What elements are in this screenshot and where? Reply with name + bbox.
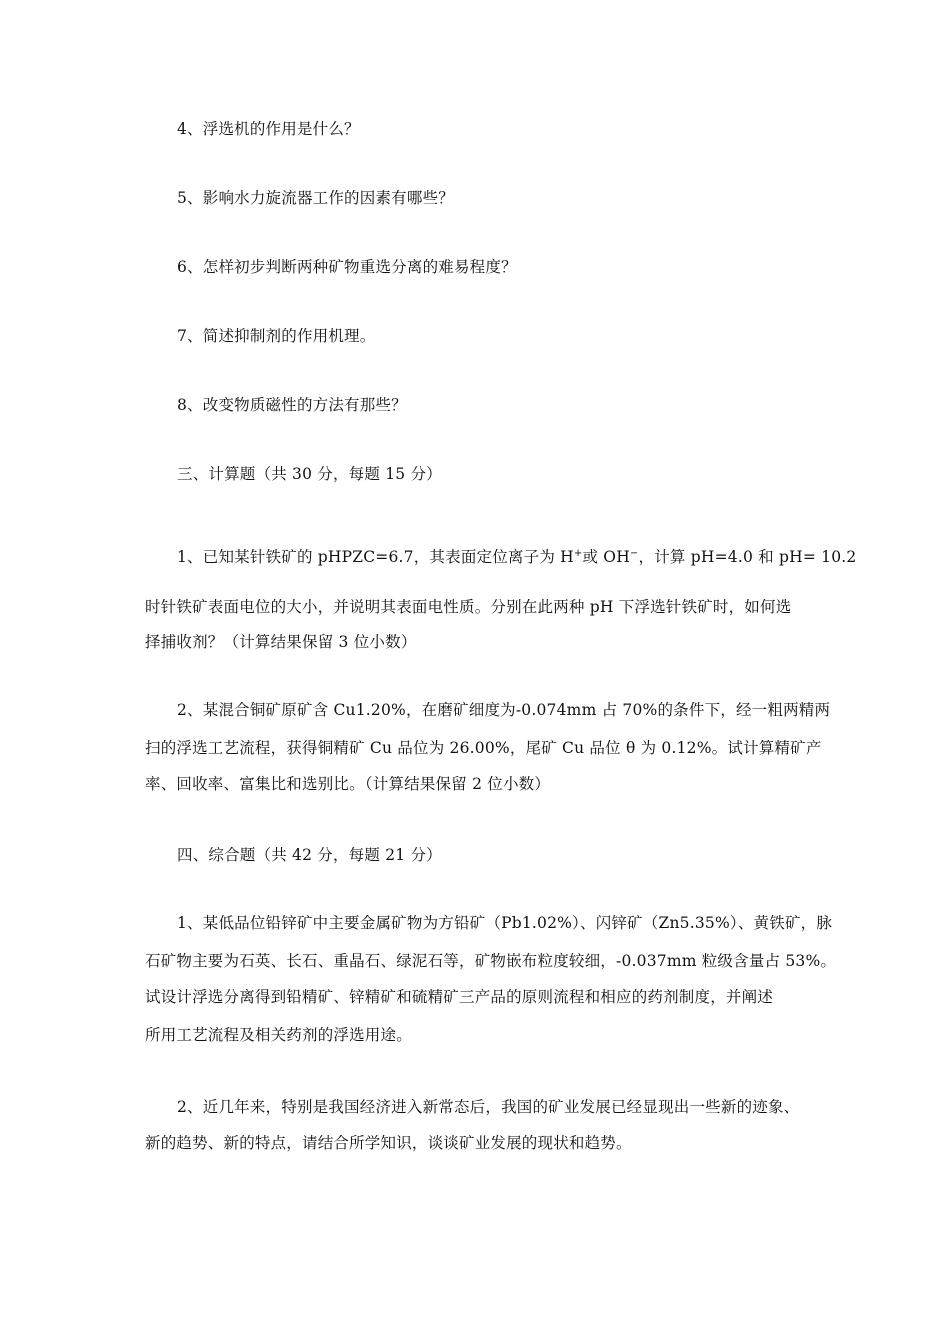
- calc-problem-1-line-1: [177, 547, 856, 567]
- calc-problem-2-line-1: 2、某混合铜矿原矿含 Cu1.20%，在磨矿细度为-0.074mm 占 70%的条件下，经一粗两精两: [177, 701, 831, 719]
- comp-problem-1-line-2: 石矿物主要为石英、长石、重晶石、绿泥石等，矿物嵌布粒度较细，-0.037mm 粒级含量占 53%。: [145, 952, 837, 970]
- section-heading-comprehensive: 四、综合题（共 42 分，每题 21 分）: [177, 846, 442, 864]
- calc-p1-text-a: 1、已知某针铁矿的 pHPZC=6.7，其表面定位离子为 H: [177, 548, 574, 566]
- calc-p1-sup-minus: −: [629, 547, 639, 559]
- comp-problem-2-line-2: 新的趋势、新的特点，请结合所学知识，谈谈矿业发展的现状和趋势。: [145, 1134, 632, 1152]
- calc-problem-2-line-2: 扫的浮选工艺流程，获得铜精矿 Cu 品位为 26.00%，尾矿 Cu 品位 θ 为 0.12%。试计算精矿产: [145, 739, 822, 757]
- comp-problem-1-line-3: 试设计浮选分离得到铅精矿、锌精矿和硫精矿三产品的原则流程和相应的药剂制度，并阐述: [145, 988, 774, 1006]
- calc-problem-2-line-3: 率、回收率、富集比和选别比。（计算结果保留 2 位小数）: [145, 775, 551, 793]
- question-4: 4、浮选机的作用是什么？: [177, 120, 360, 138]
- comp-problem-1-line-4: 所用工艺流程及相关药剂的浮选用途。: [145, 1026, 412, 1044]
- comp-problem-2-line-1: 2、近几年来，特别是我国经济进入新常态后，我国的矿业发展已经显现出一些新的迹象、: [177, 1098, 800, 1116]
- section-heading-calculation: 三、计算题（共 30 分，每题 15 分）: [177, 465, 442, 483]
- question-6: 6、怎样初步判断两种矿物重选分离的难易程度？: [177, 258, 517, 276]
- calc-p1-sup-plus: +: [573, 547, 583, 559]
- question-7: 7、简述抑制剂的作用机理。: [177, 327, 376, 345]
- calc-p1-text-b: 或 OH: [582, 548, 630, 566]
- calc-p1-text-c: ，计算 pH=4.0 和 pH= 10.2: [638, 548, 857, 566]
- comp-problem-1-line-1: 1、某低品位铅锌矿中主要金属矿物为方铅矿（Pb1.02%）、闪锌矿（Zn5.35%）、黄铁矿，脉: [177, 914, 833, 932]
- calc-problem-1-line-3: 择捕收剂？（计算结果保留 3 位小数）: [145, 633, 417, 651]
- question-8: 8、改变物质磁性的方法有那些？: [177, 396, 407, 414]
- calc-problem-1-line-2: 时针铁矿表面电位的大小，并说明其表面电性质。分别在此两种 pH 下浮选针铁矿时，如何选: [145, 598, 792, 616]
- question-5: 5、影响水力旋流器工作的因素有哪些？: [177, 189, 454, 207]
